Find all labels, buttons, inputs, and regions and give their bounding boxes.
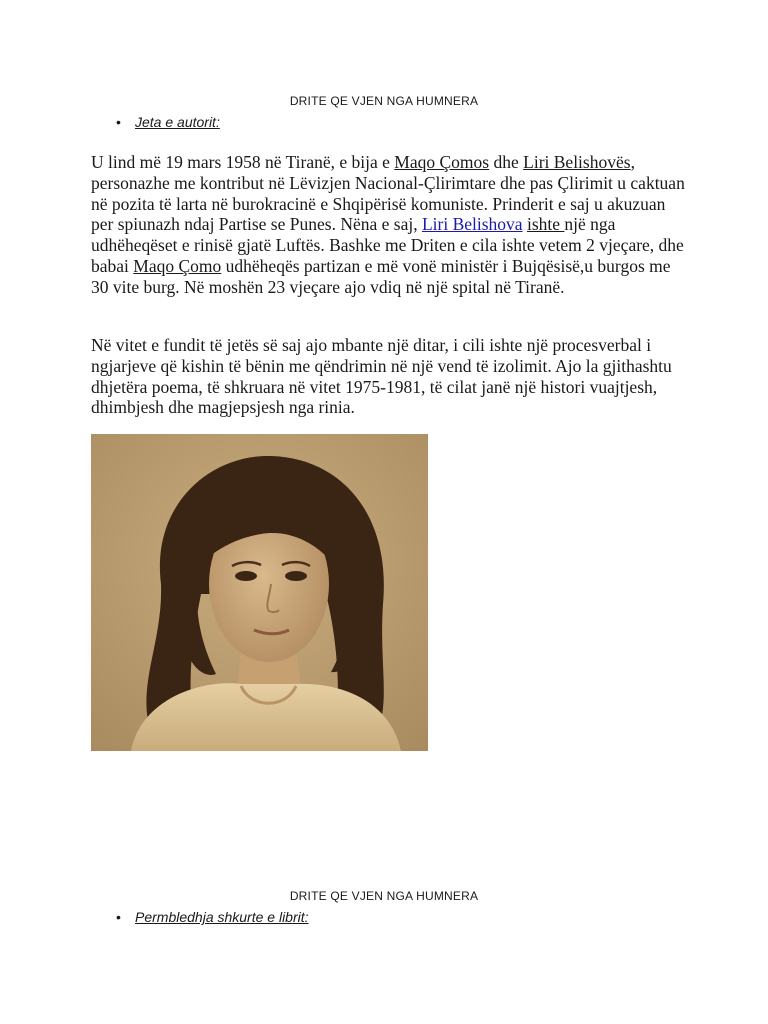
text: udhëheqës partizan e më vonë ministër i Bujqësisë,u burgos me 30 vite burg. Në moshën 23 vjeçare ajo vdiq në një spital në Tiranë. [91,255,671,297]
name-maqo-comos: Maqo Çomos [394,152,490,172]
link-liri-belishova[interactable]: Liri Belishova [421,214,523,235]
name-liri-belishoves: Liri Belishovës [523,152,631,172]
text: U lind më 19 mars 1958 në Tiranë, e bija e [91,152,395,172]
name-maqo-como: Maqo Çomo [133,255,222,276]
bullet-section-book-summary: • Permbledhja shkurte e librit: [116,909,309,925]
portrait-photo [91,434,428,751]
paragraph-diary-poems: Në vitet e fundit të jetës së saj ajo mbante një ditar, i cili ishte një procesverbal i ngjarjeve që kishin të bënin me qëndrimin në një vend të izolimit. Ajo la gjithashtu dhjetëra poema, të shkruara në vitet 1975-1981, të cilat janë një histori vuajtjesh, dhimbjesh dhe magjepsjesh nga rinia. [91,335,672,418]
paragraph-biography [91,152,691,298]
page-heading: DRITE QE VJEN NGA HUMNERA [289,94,479,108]
text: një nga udhëheqëset e rinisë gjatë Luftës. Bashke me Driten e cila ishte vetem 2 vjeçare, dhe babai [91,214,684,276]
text: dhe [489,152,524,172]
page-heading-repeat: DRITE QE VJEN NGA HUMNERA [289,889,479,903]
text: , personazhe me kontribut në Lëvizjen Nacional-Çlirimtare dhe pas Çlirimit u caktuan në pozita të larta në burokracinë e Shqipërisë komuniste. Prinderit e saj u akuzuan per spiunazh ndaj Partise se Punes. Nëna e saj, [91,152,685,235]
bullet-section-author-life: • Jeta e autorit: [116,114,220,130]
underlined-ishte: ishte [526,214,565,235]
